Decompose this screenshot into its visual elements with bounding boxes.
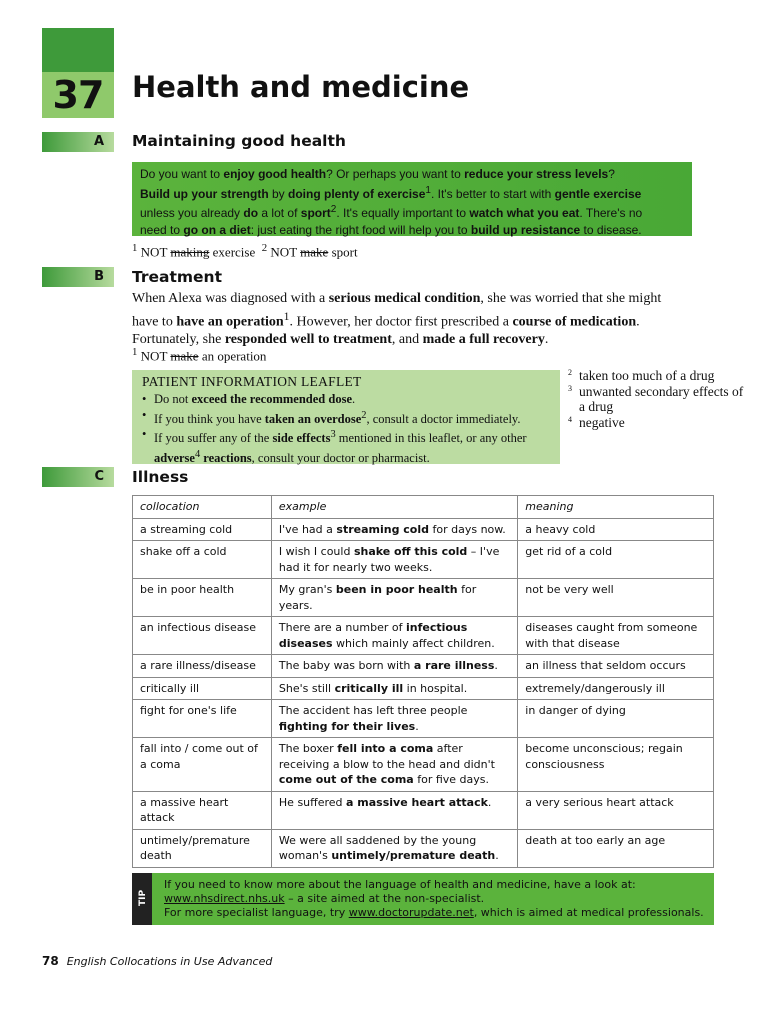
text: an operation: [198, 348, 267, 364]
text: The accident has left three people: [278, 704, 468, 717]
collocation: streaming cold: [336, 522, 429, 536]
text: When Alexa was diagnosed with a: [132, 291, 329, 306]
text: If you need to know more about the language of health and medicine, have a look at:: [164, 878, 636, 891]
collocation: reactions: [200, 450, 252, 465]
text: – I've had it for nearly two weeks.: [278, 545, 500, 574]
note-number: 3: [568, 383, 572, 393]
section-c-tab: [42, 467, 114, 487]
collocation: course of medication: [512, 314, 637, 330]
text: sport: [328, 244, 358, 260]
text: .: [415, 719, 419, 733]
text: , she was worried that she might have to: [132, 291, 662, 330]
table-row: [133, 655, 714, 678]
collocation: taken an overdose: [264, 411, 362, 426]
example-cell: [271, 738, 517, 792]
section-a-footnotes: [132, 242, 358, 260]
text: , which is aimed at medical professionals.: [473, 906, 704, 919]
example-cell: [271, 700, 517, 738]
collocation: Build up your strength: [140, 186, 269, 201]
table-row: [133, 579, 714, 617]
leaflet-item: [142, 408, 550, 428]
text: unless you already: [140, 206, 244, 220]
text: NOT: [267, 244, 301, 260]
text: .: [487, 795, 492, 809]
tip-tab: [132, 873, 152, 925]
text: I've had a: [278, 522, 337, 536]
text: for five days.: [413, 773, 490, 786]
note: [568, 415, 748, 431]
footnote-ref: 2: [330, 204, 337, 215]
text: There are a number of: [278, 621, 406, 634]
text: She's still: [278, 681, 335, 695]
collocation-cell: shake off a cold: [133, 541, 272, 579]
leaflet-title: PATIENT INFORMATION LEAFLET: [142, 374, 362, 389]
text: .: [544, 331, 549, 347]
struck-word: make: [300, 244, 329, 260]
text: ? Or perhaps you want to: [326, 167, 465, 181]
column-header: example: [271, 496, 517, 519]
text: , and: [391, 331, 423, 347]
collocation-cell: a rare illness/disease: [133, 655, 272, 678]
collocation: watch what you eat: [469, 206, 580, 220]
table-row: [133, 829, 714, 867]
unit-number-box: [42, 28, 114, 118]
text: Do not: [154, 392, 192, 406]
note: [568, 384, 748, 415]
text: mentioned in this leaflet, or any other: [335, 431, 527, 446]
tip-box: [132, 873, 714, 925]
text: for days now.: [429, 522, 506, 536]
text: a lot of: [258, 206, 301, 220]
example-cell: [271, 518, 517, 541]
text: He suffered: [278, 795, 347, 809]
text: which mainly affect children.: [332, 636, 495, 650]
text: . It's better to start with: [430, 186, 555, 201]
doctorupdate-link[interactable]: www.doctorupdate.net: [348, 906, 474, 919]
text: We were all saddened by the young woman's: [278, 833, 477, 862]
meaning-cell: get rid of a cold: [518, 541, 714, 579]
table-row: [133, 518, 714, 541]
collocation: untimely/premature death: [331, 849, 496, 862]
collocation: come out of the coma: [278, 773, 414, 786]
collocation: serious medical condition: [328, 291, 481, 306]
collocation-cell: fall into / come out of a coma: [133, 738, 272, 792]
text: Do you want to: [140, 167, 224, 181]
note-text: unwanted secondary effects of a drug: [579, 383, 744, 414]
text: The baby was born with: [278, 659, 414, 672]
example-cell: [271, 541, 517, 579]
section-b-title: Treatment: [132, 268, 223, 286]
example-cell: [271, 791, 517, 829]
meaning-cell: death at too early an age: [518, 829, 714, 867]
collocation: reduce your stress levels: [464, 167, 609, 181]
table-row: [133, 791, 714, 829]
page-footer: [42, 954, 272, 968]
collocation: have an operation: [176, 314, 284, 330]
text: . There's no: [579, 206, 643, 220]
table-row: [133, 738, 714, 792]
text: to disease.: [580, 222, 642, 237]
collocation: sport: [300, 206, 331, 220]
collocation: a rare illness: [413, 659, 495, 672]
meaning-cell: a very serious heart attack: [518, 791, 714, 829]
nhs-link[interactable]: www.nhsdirect.nhs.uk: [164, 892, 285, 905]
patient-information-leaflet: [132, 370, 560, 464]
collocation: adverse: [154, 450, 195, 465]
collocation: gentle exercise: [554, 186, 642, 201]
collocation-cell: untimely/premature death: [133, 829, 272, 867]
treatment-paragraph: [132, 290, 672, 348]
text: NOT: [137, 244, 171, 260]
note-number: 4: [568, 414, 572, 424]
collocation: shake off this cold: [353, 545, 468, 558]
example-cell: [271, 579, 517, 617]
footnote-number: 1: [132, 242, 138, 254]
note-text: negative: [579, 414, 625, 430]
text: ?: [608, 167, 615, 181]
column-header: collocation: [133, 496, 272, 519]
text: . Fortunately, she: [132, 314, 640, 347]
text: For more specialist language, try: [164, 906, 349, 919]
footnote-number: 1: [132, 346, 138, 358]
collocation: do: [243, 206, 259, 220]
collocation-cell: critically ill: [133, 677, 272, 700]
footnote-ref: 4: [194, 448, 201, 460]
collocation: fighting for their lives: [278, 719, 416, 733]
note: [568, 368, 748, 384]
collocation: exceed the recommended dose: [191, 392, 352, 406]
text: – a site aimed at the non-specialist.: [284, 892, 485, 905]
footnote-number: 2: [261, 242, 268, 254]
meaning-cell: in danger of dying: [518, 700, 714, 738]
meaning-cell: an illness that seldom occurs: [518, 655, 714, 678]
struck-word: making: [170, 244, 210, 260]
text: If you think you have: [154, 411, 265, 426]
section-b-footnote: [132, 346, 266, 364]
example-cell: [271, 655, 517, 678]
collocation: go on a diet: [183, 222, 251, 237]
page-number: 78: [42, 954, 59, 968]
footnote-ref: 2: [361, 409, 367, 421]
meaning-cell: become unconscious; regain consciousness: [518, 738, 714, 792]
collocation: enjoy good health: [223, 167, 327, 181]
section-c-title: Illness: [132, 468, 189, 486]
text: I wish I could: [278, 545, 354, 558]
section-a-tab: [42, 132, 114, 152]
tip-label: TIP: [138, 889, 149, 907]
unit-number: 37: [42, 72, 114, 118]
footnote-ref: 1: [283, 309, 290, 323]
collocation: a massive heart attack: [346, 795, 488, 809]
text: . However, her doctor first prescribed a: [289, 314, 513, 330]
example-cell: [271, 677, 517, 700]
note-number: 2: [568, 368, 572, 377]
collocation: made a full recovery: [422, 331, 545, 347]
section-a-title: Maintaining good health: [132, 132, 346, 150]
section-b-letter: B: [94, 269, 104, 284]
collocation: been in poor health: [335, 583, 458, 596]
table-header-row: [133, 496, 714, 519]
collocation: infectious diseases: [278, 621, 468, 650]
example-cell: [271, 829, 517, 867]
footnote-ref: 1: [425, 184, 431, 196]
collocation-cell: a streaming cold: [133, 518, 272, 541]
section-c-letter: C: [94, 469, 104, 484]
section-b-tab: [42, 267, 114, 287]
text: If you suffer any of the: [154, 431, 273, 446]
collocation-cell: be in poor health: [133, 579, 272, 617]
collocation: responded well to treatment: [224, 331, 392, 347]
text: for years.: [278, 583, 477, 612]
text: The boxer: [278, 742, 338, 755]
struck-word: make: [170, 348, 199, 364]
meaning-cell: a heavy cold: [518, 518, 714, 541]
text: My gran's: [278, 583, 336, 596]
text: . It's equally important to: [336, 206, 470, 220]
collocation: build up resistance: [470, 222, 581, 237]
example-cell: [271, 617, 517, 655]
leaflet-notes: [568, 368, 748, 430]
meaning-cell: not be very well: [518, 579, 714, 617]
text: in hospital.: [403, 681, 468, 695]
book-title: English Collocations in Use Advanced: [66, 955, 273, 968]
note-text: taken too much of a drug: [579, 368, 715, 383]
collocation: side effects: [272, 431, 331, 446]
leaflet-item: [142, 392, 550, 408]
text: : just eating the right food will help you to: [250, 222, 471, 237]
meaning-cell: diseases caught from someone with that disease: [518, 617, 714, 655]
meaning-cell: extremely/dangerously ill: [518, 677, 714, 700]
text: NOT: [137, 348, 171, 364]
table-row: [133, 541, 714, 579]
text: .: [495, 849, 499, 862]
collocation-cell: fight for one's life: [133, 700, 272, 738]
text: .: [494, 659, 498, 672]
section-a-letter: A: [93, 134, 104, 149]
collocation: doing plenty of exercise: [288, 186, 426, 201]
text: by: [268, 186, 289, 201]
text: after receiving a blow to the head and didn't: [278, 742, 495, 771]
leaflet-item: [142, 427, 550, 466]
table-row: [133, 677, 714, 700]
table-row: [133, 700, 714, 738]
text: .: [352, 392, 356, 406]
tip-text: [164, 878, 704, 920]
table-row: [133, 617, 714, 655]
health-text-box: [132, 162, 692, 236]
text: exercise: [209, 244, 256, 260]
collocation-cell: a massive heart attack: [133, 791, 272, 829]
text: , consult a doctor immediately.: [366, 411, 521, 426]
text: , consult your doctor or pharmacist.: [251, 450, 430, 465]
column-header: meaning: [518, 496, 714, 519]
collocation-table: [132, 495, 714, 868]
leaflet-list: [142, 392, 550, 466]
text: need to: [140, 222, 184, 237]
collocation: critically ill: [334, 681, 404, 695]
collocation-cell: an infectious disease: [133, 617, 272, 655]
footnote-ref: 3: [330, 429, 336, 441]
collocation: fell into a coma: [337, 742, 434, 755]
unit-title: Health and medicine: [132, 70, 470, 104]
